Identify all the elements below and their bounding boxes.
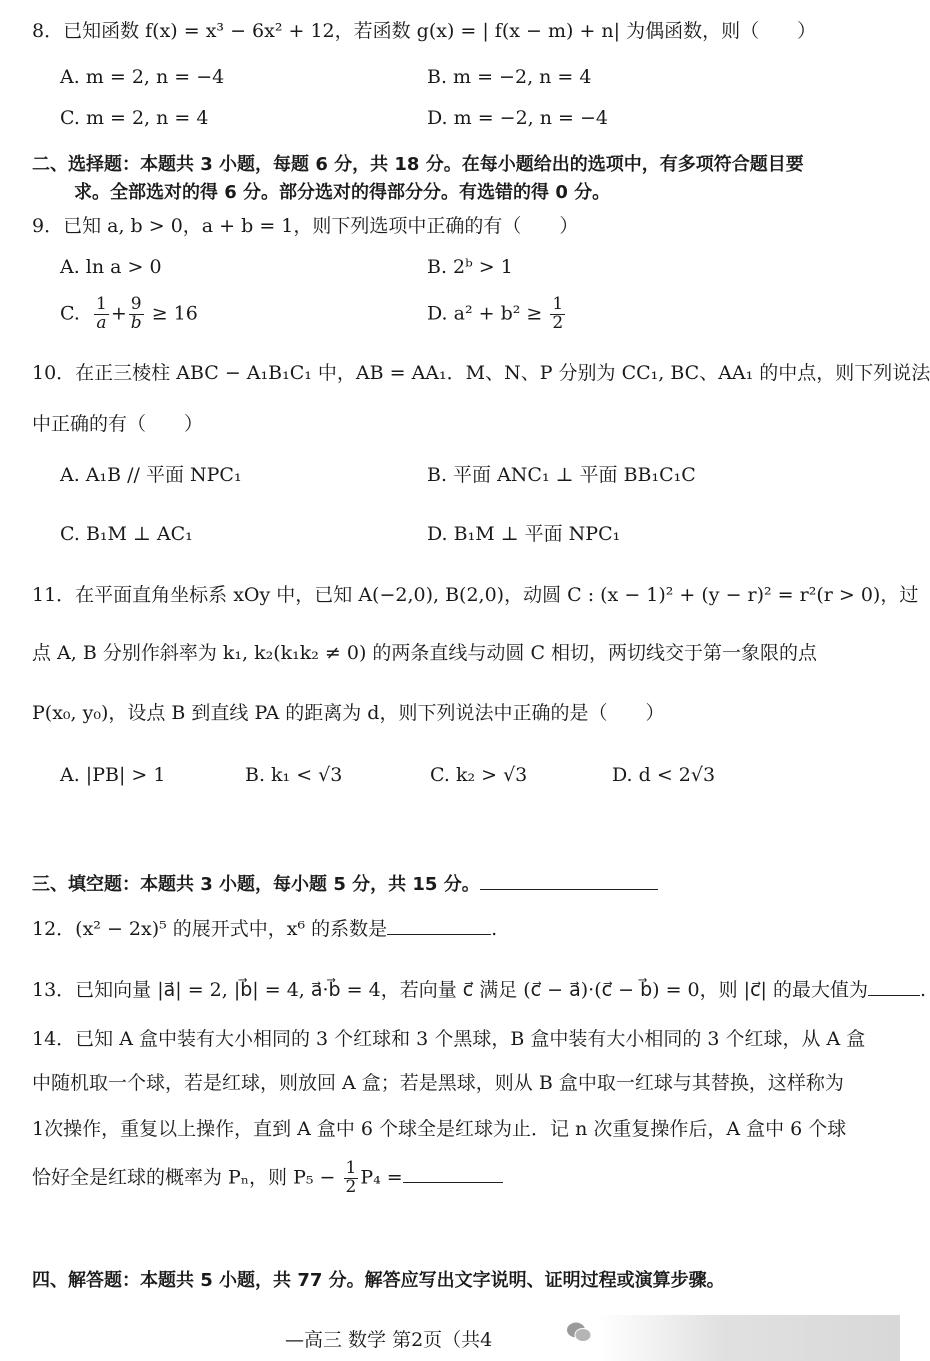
q11-stem-line1: 11．在平面直角坐标系 xOy 中，已知 A(−2,0), B(2,0)，动圆 C : (x − 1)² + (y − r)² = r²(r > 0)，过: [32, 584, 919, 606]
fraction-denominator: 2: [345, 1176, 357, 1197]
q11-option-b: B. k₁ < √3: [245, 764, 343, 786]
fraction-denominator: 2: [552, 312, 564, 333]
q9-option-b: B. 2ᵇ > 1: [427, 256, 513, 278]
section4-heading: 四、解答题：本题共 5 小题，共 77 分。解答应写出文字说明、证明过程或演算步骤。: [32, 1270, 725, 1291]
section3-heading-text: 三、填空题：本题共 3 小题，每小题 5 分，共 15 分。: [32, 874, 480, 895]
page-footer: —高三 数学 第2页（共4: [285, 1329, 493, 1351]
q13-period: .: [919, 979, 927, 1001]
q10-option-c: C. B₁M ⊥ AC₁: [60, 523, 193, 545]
q10-stem-line1: 10．在正三棱柱 ABC − A₁B₁C₁ 中，AB = AA₁．M、N、P 分别为 CC₁, BC、AA₁ 的中点，则下列说法: [32, 362, 930, 384]
watermark-overlay: [600, 1315, 900, 1361]
q9-option-c-tail: ≥ 16: [151, 302, 198, 325]
q14-fraction: [344, 1160, 359, 1197]
q14-line3: 1次操作，重复以上操作，直到 A 盒中 6 个球全是红球为止．记 n 次重复操作后，A 盒中 6 个球: [32, 1118, 847, 1140]
q11-option-c: C. k₂ > √3: [430, 764, 528, 786]
section2-heading-line1: 二、选择题：本题共 3 小题，每题 6 分，共 18 分。在每小题给出的选项中，有多项符合题目要: [32, 154, 804, 175]
wechat-logo-icon: [566, 1321, 592, 1343]
fraction-denominator: a: [96, 312, 107, 333]
q10-stem-line2: 中正确的有（ ）: [32, 413, 204, 435]
q9-option-c: [60, 296, 198, 333]
q11-option-a: A. |PB| > 1: [60, 764, 166, 786]
q9-option-c-label: C.: [60, 302, 80, 325]
q11-option-d: D. d < 2√3: [612, 764, 716, 786]
q14-line1: 14．已知 A 盒中装有大小相同的 3 个红球和 3 个黑球，B 盒中装有大小相同的 3 个红球，从 A 盒: [32, 1028, 866, 1050]
q9-option-a: A. ln a > 0: [60, 256, 162, 278]
q8-option-d: D. m = −2, n = −4: [427, 107, 608, 129]
fraction-denominator: b: [130, 312, 142, 333]
q12-text: 12．(x² − 2x)⁵ 的展开式中，x⁶ 的系数是: [32, 918, 388, 940]
q10-option-a: A. A₁B // 平面 NPC₁: [60, 464, 242, 486]
q8-option-a: A. m = 2, n = −4: [60, 66, 225, 88]
q9-stem: 9．已知 a, b > 0，a + b = 1，则下列选项中正确的有（ ）: [32, 215, 579, 237]
q11-stem-line2: 点 A, B 分别作斜率为 k₁, k₂(k₁k₂ ≠ 0) 的两条直线与动圆 C 相切，两切线交于第一象限的点: [32, 642, 818, 664]
section3-answer-blank: [480, 870, 658, 890]
q9-option-d-fraction: [550, 296, 565, 333]
q12-line: [32, 915, 497, 941]
q11-stem-line3: P(x₀, y₀)，设点 B 到直线 PA 的距离为 d，则下列说法中正确的是（ ）: [32, 702, 665, 724]
q12-answer-blank: [387, 915, 491, 935]
fraction-numerator: 1: [345, 1158, 357, 1178]
fraction-numerator: 1: [96, 294, 107, 314]
q8-option-c: C. m = 2, n = 4: [60, 107, 209, 129]
fraction-numerator: 1: [552, 294, 564, 314]
q14-answer-blank: [403, 1163, 503, 1183]
q10-option-b: B. 平面 ANC₁ ⊥ 平面 BB₁C₁C: [427, 464, 696, 486]
q9-option-c-fraction-2: [129, 296, 144, 333]
section2-heading-line2: 求。全部选对的得 6 分。部分选对的得部分分。有选错的得 0 分。: [74, 182, 611, 203]
q9-option-d: [427, 296, 567, 333]
section3-heading: [32, 870, 658, 896]
q13-text: 13．已知向量 |a⃗| = 2, |b⃗| = 4, a⃗·b⃗ = 4，若向量 c⃗ 满足 (c⃗ − a⃗)·(c⃗ − b⃗) = 0，则 |c⃗| 的最大值为: [32, 979, 868, 1001]
q14-line4-suffix: P₄ =: [360, 1166, 403, 1189]
plus-sign: +: [110, 302, 127, 325]
q13-answer-blank: [868, 976, 920, 996]
q14-line4-prefix: 恰好全是红球的概率为 Pₙ，则 P₅ −: [32, 1166, 336, 1189]
q10-option-d: D. B₁M ⊥ 平面 NPC₁: [427, 523, 621, 545]
q9-option-c-fraction-1: [94, 296, 109, 333]
q14-line4: [32, 1160, 503, 1197]
q8-stem: 8．已知函数 f(x) = x³ − 6x² + 12，若函数 g(x) = | f(x − m) + n| 为偶函数，则（ ）: [32, 20, 817, 42]
q14-line2: 中随机取一个球，若是红球，则放回 A 盒；若是黑球，则从 B 盒中取一红球与其替换，这样称为: [32, 1072, 844, 1094]
fraction-numerator: 9: [129, 296, 144, 315]
q13-line: [32, 976, 926, 1002]
q9-option-d-text: D. a² + b² ≥: [427, 302, 543, 325]
q8-option-b: B. m = −2, n = 4: [427, 66, 592, 88]
q12-period: .: [491, 918, 498, 940]
